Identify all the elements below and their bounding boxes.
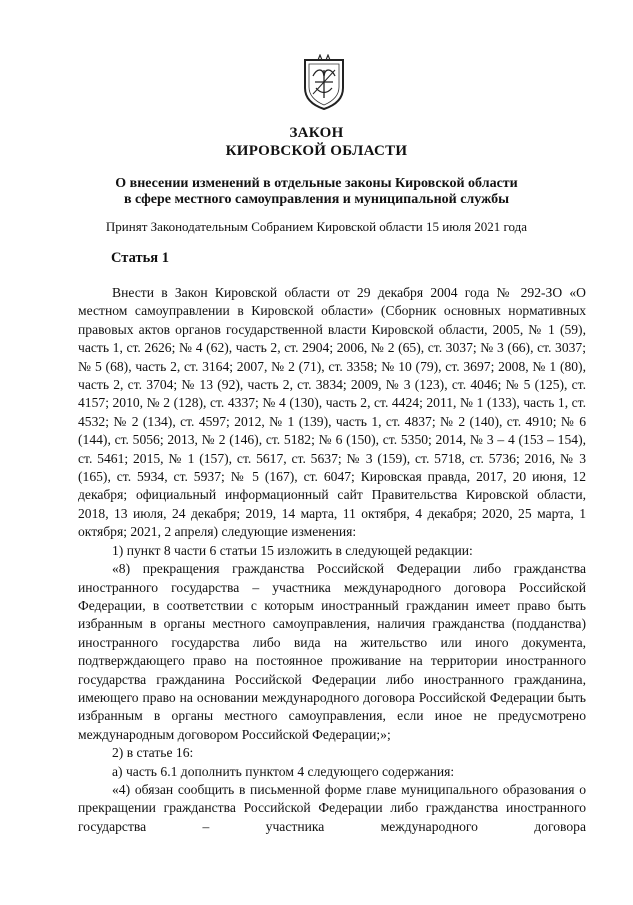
article-heading: Статья 1 [111,250,169,266]
law-title: ЗАКОН [289,125,344,141]
subtitle-line-1: О внесении изменений в отдельные законы Кировской области [115,176,518,191]
article-body [78,284,586,836]
subtitle-line-2: в сфере местного самоуправления и муниципальной службы [123,192,509,207]
paragraph-item-2a: а) часть 6.1 дополнить пунктом 4 следующего содержания: [112,763,455,779]
paragraph-item-1: 1) пункт 8 части 6 статьи 15 изложить в следующей редакции: [112,542,473,558]
paragraph-quote-4: «4) обязан сообщить в письменной форме главе муниципального образования о прекращении гражданства Российской Федерации либо гражданства иностранного государства – участника международного договора [78,781,586,834]
paragraph-intro: Внести в Закон Кировской области от 29 декабря 2004 года № 292-ЗО «О местном самоуправлении в Кировской области» (Сборник основных нормативных правовых актов органов государственной власти Кировской области, 2005, № 1 (59), часть 1, ст. 2626; № 4 (62), часть 2, ст. 2904; 2006, № 2 (65), ст. 3037; № 3 (66), ст. 3037; № 5 (68), часть 2, ст. 3164; 2007, № 2 (71), ст. 3358; № 10 (79), ст. 3697; 2008, № 1 (80), часть 2, ст. 3704; № 13 (92), часть 2, ст. 3834; 2009, № 3 (123), ст. 4046; № 5 (125), ст. 4157; 2010, № 2 (128), ст. 4337; № 4 (130), часть 2, ст. 4424; 2011, № 1 (133), часть 1, ст. 4532; № 2 (134), ст. 4597; 2012, № 1 (139), часть 1, ст. 4837; № 2 (140), ст. 4910; № 6 (144), ст. 5056; 2013, № 2 (146), ст. 5182; № 6 (150), ст. 5350; 2014, № 3 – 4 (153 – 154), ст. 5461; 2015, № 1 (157), ст. 5617, ст. 5637; № 3 (159), ст. 5718, ст. 5736; 2016, № 3 (165), ст. 5934, ст. 5937; № 5 (167), ст. 6047; Кировская правда, 2017, 20 июня, 12 декабря; официальный информационный сайт Правительства Кировской области, 2018, 13 июля, 24 декабря; 2019, 14 марта, 11 октября, 4 декабря; 2020, 25 марта, 1 октября; 2021, 2 апреля) следующие изменения: [78,285,586,540]
region-title: КИРОВСКОЙ ОБЛАСТИ [225,143,408,159]
coat-of-arms-icon [301,54,347,110]
adoption-note: Принят Законодательным Собранием Кировской области 15 июля 2021 года [105,219,528,234]
paragraph-quote-8: «8) прекращения гражданства Российской Федерации либо гражданства иностранного государства – участника международного договора Российской Федерации, в соответствии с которым иностранный гражданин имеет право быть избранным в органы местного самоуправления, наличия гражданства (подданства) иностранного государства либо вида на жительство или иного документа, подтверждающего право на постоянное проживание на территории иностранного государства гражданина Российской Федерации либо иностранного гражданина, имеющего право на основании международного договора Российской Федерации быть избранным в органы местного самоуправления, если иное не предусмотрено международным договором Российской Федерации;»; [78,561,586,742]
paragraph-item-2: 2) в статье 16: [112,745,194,761]
